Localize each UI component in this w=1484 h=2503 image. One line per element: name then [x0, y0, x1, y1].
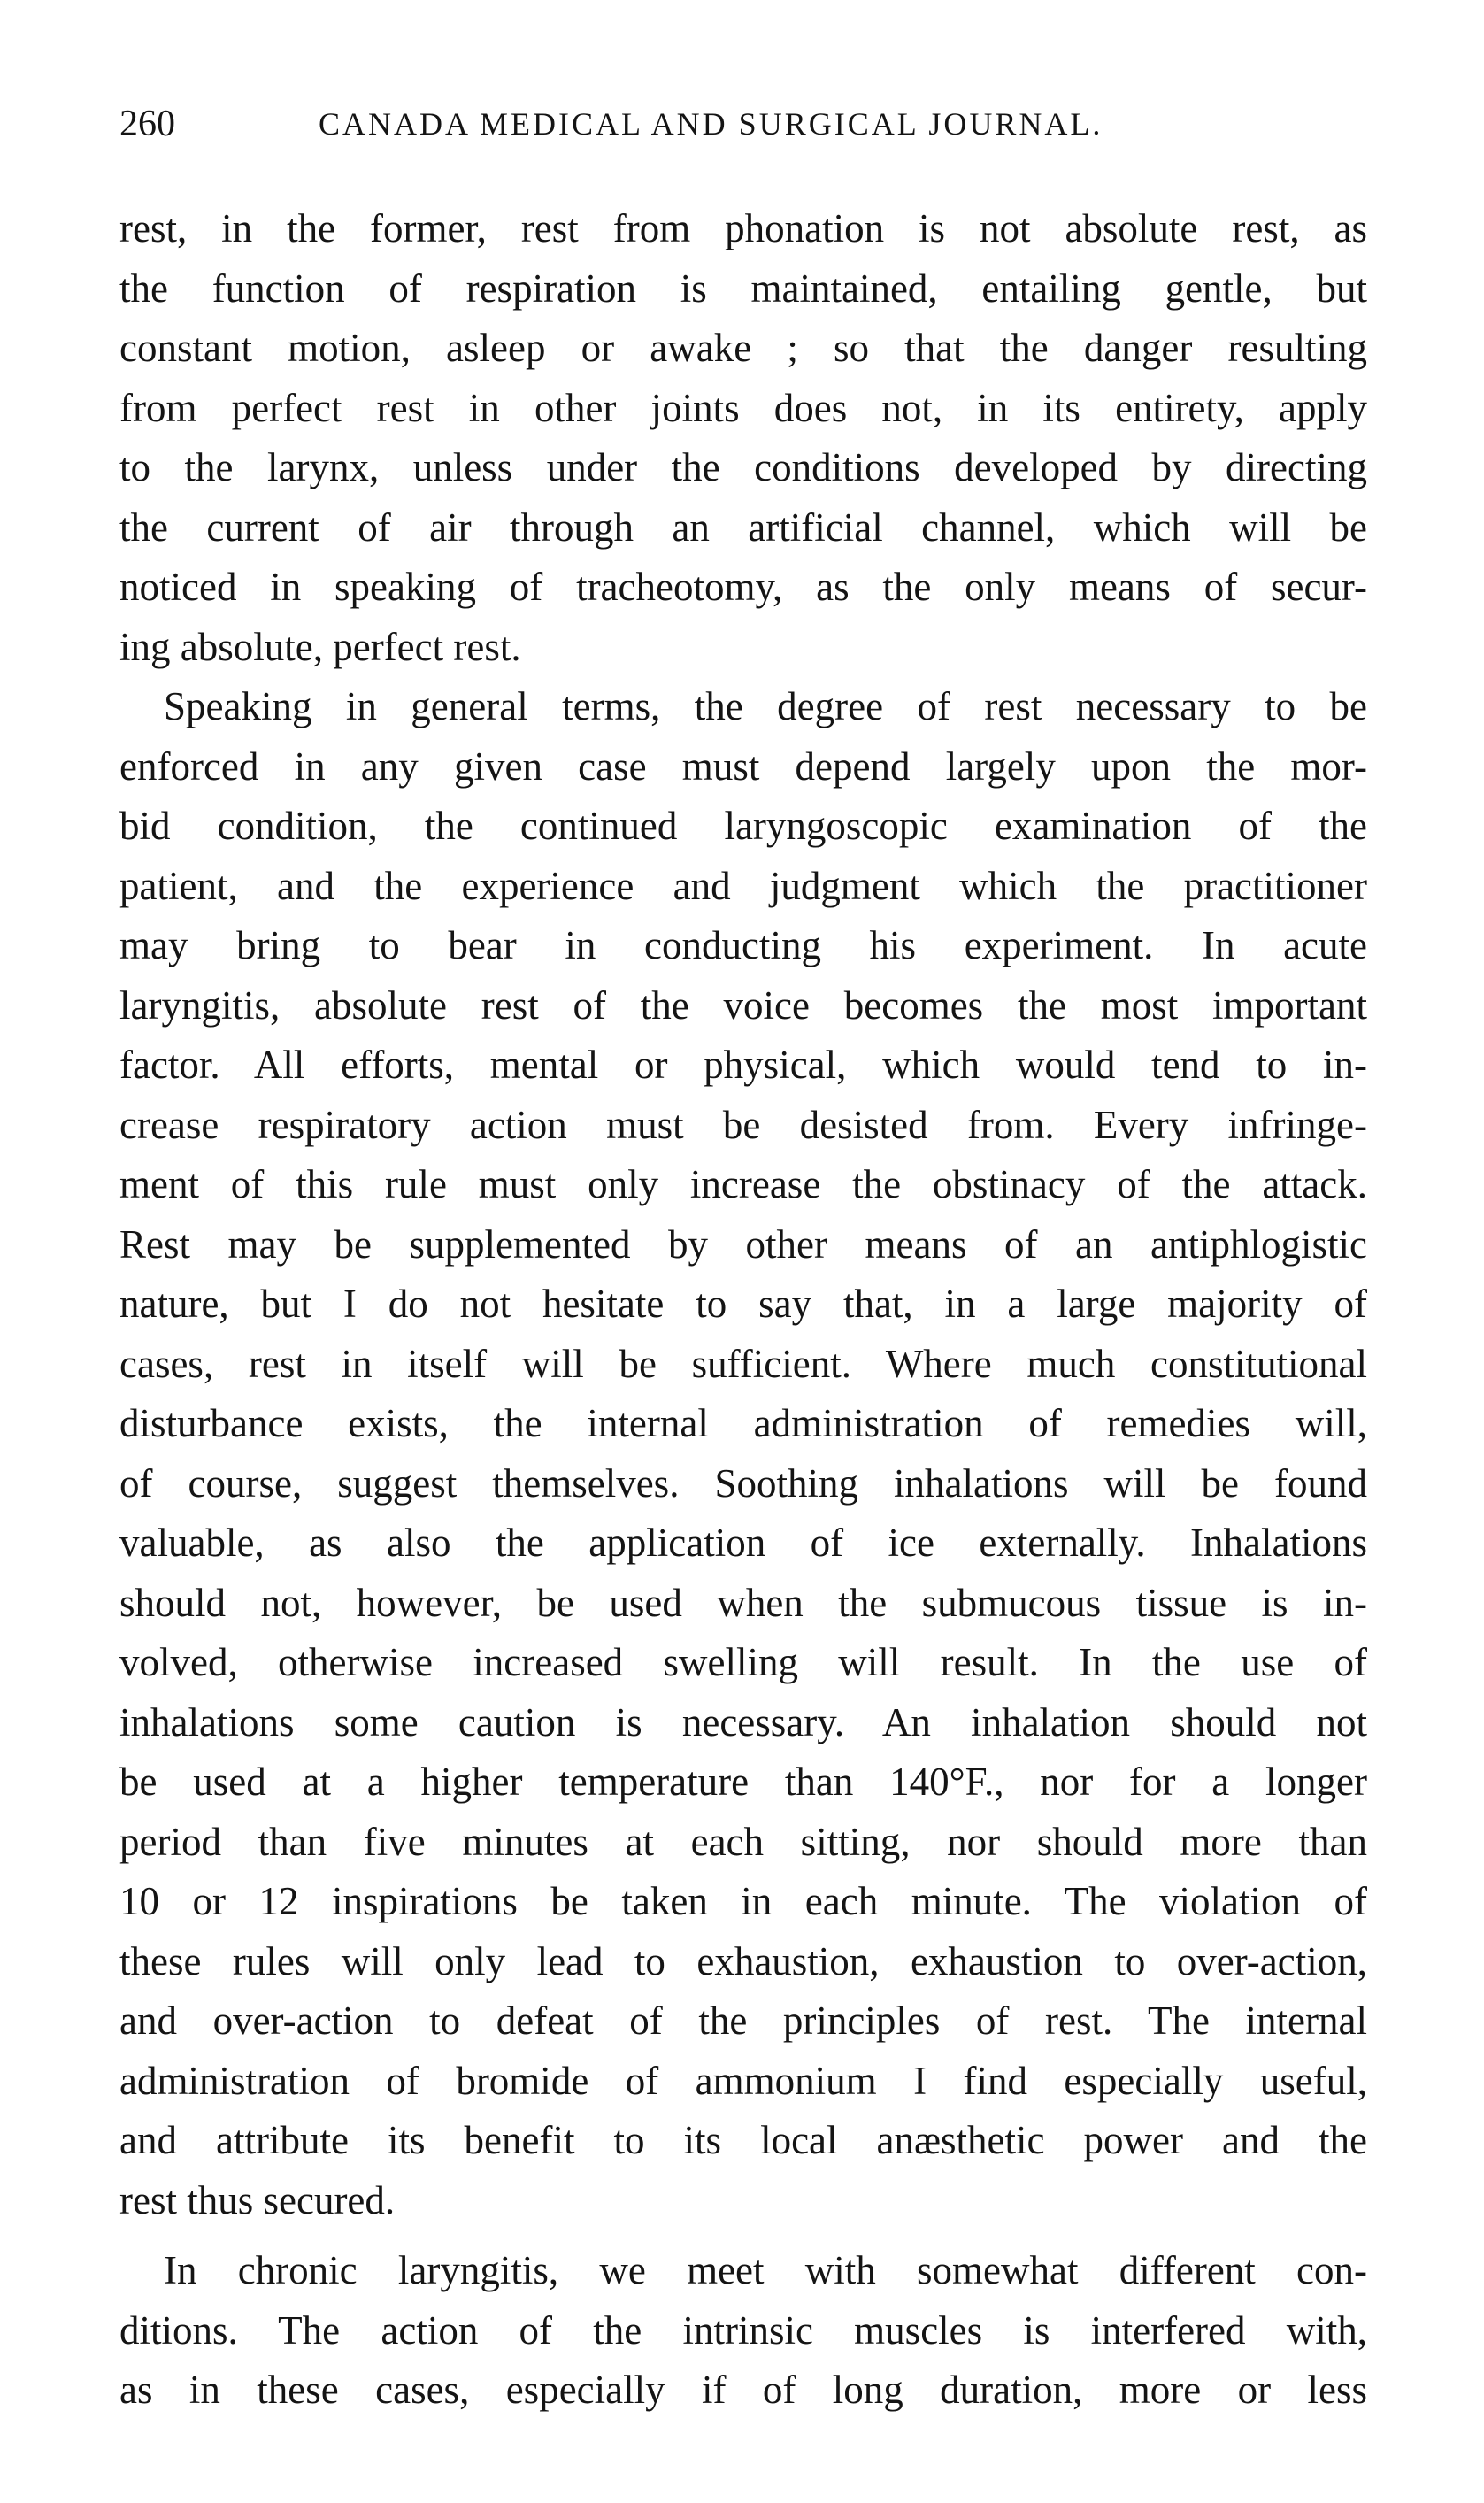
text-line: and over-action to defeat of the principles of rest. The internal — [119, 1999, 1367, 2043]
text-line: these rules will only lead to exhaustion, exhaustion to over-action, — [119, 1938, 1367, 1983]
text-line: the current of air through an artificial channel, which will be — [119, 504, 1367, 550]
text-line: be used at a higher temperature than 140°F., nor for a longer — [119, 1760, 1367, 1804]
text-line: rest, in the former, rest from phonation is not absolute rest, as — [119, 206, 1367, 250]
page-number: 260 — [119, 104, 175, 144]
body-text — [119, 199, 1367, 2421]
text-line: Rest may be supplemented by other means of an antiphlogistic — [119, 1221, 1367, 1267]
text-line: laryngitis, absolute rest of the voice becomes the most important — [119, 982, 1367, 1028]
paragraph-3 — [119, 2241, 1367, 2421]
text-line: and attribute its benefit to its local anæsthetic power and the — [119, 2118, 1367, 2162]
text-line: valuable, as also the application of ice externally. Inhalations — [119, 1521, 1367, 1565]
text-line: volved, otherwise increased swelling will result. In the use of — [119, 1640, 1367, 1684]
text-line: administration of bromide of ammonium I find especially useful, — [119, 2058, 1367, 2103]
text-line: cases, rest in itself will be sufficient. Where much constitutional — [119, 1341, 1367, 1386]
text-line: to the larynx, unless under the conditions developed by directing — [119, 445, 1367, 489]
text-line: factor. All efforts, mental or physical, which would tend to in- — [119, 1043, 1367, 1087]
text-line: 10 or 12 inspirations be taken in each minute. The violation of — [119, 1879, 1367, 1923]
text-line: enforced in any given case must depend largely upon the mor- — [119, 743, 1367, 789]
text-line: Speaking in general terms, the degree of rest necessary to be — [164, 684, 1367, 728]
text-line: ing absolute, perfect rest. — [119, 624, 521, 669]
text-line: crease respiratory action must be desisted from. Every infringe- — [119, 1102, 1367, 1147]
text-line: as in these cases, especially if of long duration, more or less — [119, 2368, 1367, 2412]
text-line: of course, suggest themselves. Soothing inhalations will be found — [119, 1460, 1367, 1506]
text-line: rest thus secured. — [119, 2177, 396, 2222]
text-line: constant motion, asleep or awake ; so that the danger resulting — [119, 326, 1367, 370]
text-line: inhalations some caution is necessary. An inhalation should not — [119, 1699, 1367, 1744]
paragraph-2 — [119, 677, 1367, 2230]
text-line: bid condition, the continued laryngoscopic examination of the — [119, 804, 1367, 848]
journal-title: CANADA MEDICAL AND SURGICAL JOURNAL. — [319, 106, 1103, 142]
text-line: ditions. The action of the intrinsic muscles is interfered with, — [119, 2307, 1367, 2353]
paragraph-1 — [119, 199, 1367, 677]
text-line: may bring to bear in conducting his experiment. In acute — [119, 923, 1367, 967]
text-line: ment of this rule must only increase the obstinacy of the attack. — [119, 1162, 1367, 1206]
text-line: noticed in speaking of tracheotomy, as the only means of secur- — [119, 565, 1367, 609]
text-line: should not, however, be used when the submucous tissue is in- — [119, 1580, 1367, 1625]
paragraph-gap — [119, 2230, 1367, 2241]
text-line: In chronic laryngitis, we meet with somewhat different con- — [164, 2248, 1367, 2292]
running-head — [119, 97, 1367, 150]
text-line: from perfect rest in other joints does not, in its entirety, apply — [119, 385, 1367, 430]
text-line: period than five minutes at each sitting, nor should more than — [119, 1819, 1367, 1864]
text-line: patient, and the experience and judgment which the practitioner — [119, 863, 1367, 908]
text-line: nature, but I do not hesitate to say that, in a large majority of — [119, 1282, 1367, 1326]
text-line: disturbance exists, the internal administration of remedies will, — [119, 1401, 1367, 1445]
text-line: the function of respiration is maintained, entailing gentle, but — [119, 266, 1367, 311]
